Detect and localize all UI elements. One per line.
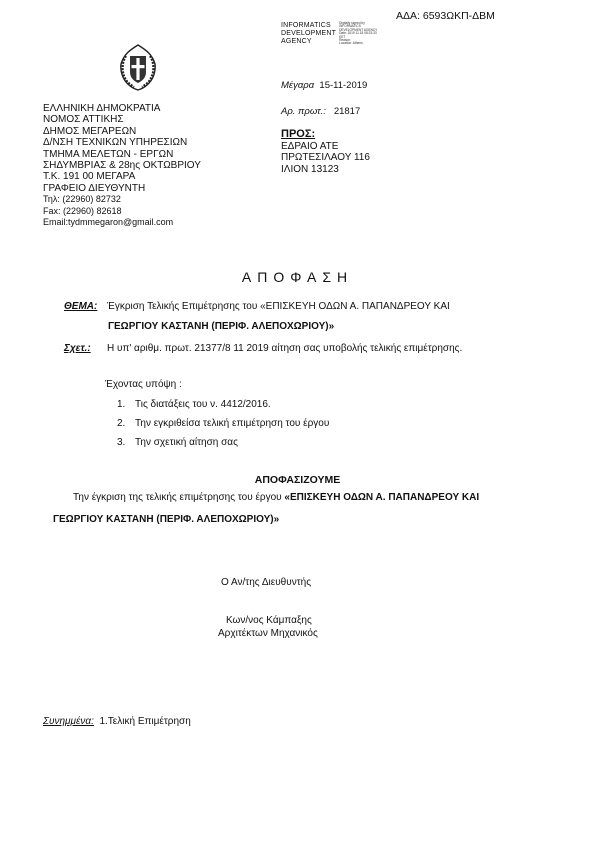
ada-code: ΑΔΑ: 6593ΩΚΠ-ΔΒΜ — [396, 10, 495, 22]
stamp-agency-line: DEVELOPMENT — [281, 30, 337, 37]
document-date — [281, 80, 367, 91]
stamp-detail-line: INFORMATICS — [339, 24, 361, 29]
stamp-detail-line: Reason: — [339, 38, 351, 43]
sender-address-line: ΝΟΜΟΣ ΑΤΤΙΚΗΣ — [43, 114, 124, 126]
considering-item — [117, 418, 329, 429]
stamp-detail-line: DEVELOPMENT AGENCY — [339, 27, 378, 32]
date-value: 15-11-2019 — [319, 80, 368, 91]
considering-item — [117, 437, 238, 448]
considering-item-number: 2. — [117, 418, 126, 429]
protocol-value: 21817 — [333, 106, 361, 117]
considering-item-number: 3. — [117, 437, 126, 448]
stamp-detail-line: Digitally signed by — [339, 21, 365, 25]
sender-address-line: ΕΛΛΗΝΙΚΗ ΔΗΜΟΚΡΑΤΙΑ — [43, 103, 161, 114]
sender-phone: Τηλ: (22960) 82732 — [43, 194, 121, 205]
decision-line-1 — [73, 492, 479, 503]
document-title: ΑΠΟΦΑΣΗ — [241, 269, 354, 285]
subject-line-2: ΓΕΩΡΓΙΟΥ ΚΑΣΤΑΝΗ (ΠΕΡΙΦ. ΑΛΕΠΟΧΩΡΙΟΥ)» — [108, 321, 335, 332]
sender-address-line: ΤΜΗΜΑ ΜΕΛΕΤΩΝ - ΕΡΓΩΝ — [43, 148, 174, 160]
recipient-address-line: ΕΔΡΑΙΟ ΑΤΕ — [281, 140, 339, 152]
sender-address-line: ΓΡΑΦΕΙΟ ΔΙΕΥΘΥΝΤΗ — [43, 182, 146, 194]
attachments-text: 1.Τελική Επιμέτρηση — [99, 716, 191, 727]
digital-signature-stamp — [281, 22, 381, 46]
recipient-address-line: ΠΡΩΤΕΣΙΛΑΟΥ 116 — [281, 152, 370, 163]
attachments-label: Συνημμένα: — [43, 716, 94, 727]
recipient-address-lines — [281, 141, 370, 176]
considering-item-text: Την εγκριθείσα τελική επιμέτρηση του έργου — [135, 418, 330, 429]
date-label: Μέγαρα — [281, 80, 315, 91]
decision-line-1-bold: «ΕΠΙΣΚΕΥΗ ΟΔΩΝ Α. ΠΑΠΑΝΔΡΕΟΥ ΚΑΙ — [284, 492, 480, 503]
stamp-agency-line: INFORMATICS — [281, 22, 331, 29]
reference-label: Σχετ.: — [64, 343, 91, 354]
sender-address-lines — [43, 103, 201, 194]
protocol-label: Αρ. πρωτ.: — [281, 106, 326, 117]
considering-item — [117, 399, 271, 410]
stamp-agency-name — [281, 22, 336, 46]
greek-coat-of-arms-icon — [117, 42, 159, 92]
stamp-detail-line: EET — [339, 34, 346, 39]
considering-item-text: Την σχετική αίτηση σας — [135, 437, 238, 448]
stamp-agency-line: AGENCY — [281, 38, 312, 45]
considering-item-text: Τις διατάξεις του ν. 4412/2016. — [135, 399, 271, 410]
subject-label: ΘΕΜΑ: — [64, 301, 98, 312]
signature-role: Ο Αν/της Διευθυντής — [221, 577, 312, 588]
recipient-address-line: ΙΛΙΟΝ 13123 — [281, 163, 339, 175]
sender-address-line: ΔΗΜΟΣ ΜΕΓΑΡΕΩΝ — [43, 125, 137, 137]
considering-intro: Έχοντας υπόψη : — [105, 379, 182, 390]
sender-block — [43, 103, 201, 228]
sender-email: Email:tydmmegaron@gmail.com — [43, 217, 174, 228]
decision-line-2: ΓΕΩΡΓΙΟΥ ΚΑΣΤΑΝΗ (ΠΕΡΙΦ. ΑΛΕΠΟΧΩΡΙΟΥ)» — [53, 514, 280, 525]
attachments — [43, 716, 191, 727]
subject-line-1: Έγκριση Τελικής Επιμέτρησης του «ΕΠΙΣΚΕΥΗ ΟΔΩΝ Α. ΠΑΠΑΝΔΡΕΟΥ ΚΑΙ — [107, 301, 450, 312]
sender-address-line: ΣΗΔΥΜΒΡΙΑΣ & 28ης ΟΚΤΩΒΡΙΟΥ — [43, 160, 201, 172]
recipient-label: ΠΡΟΣ: — [281, 128, 316, 140]
decision-line-1-plain: Την έγκριση της τελικής επιμέτρησης του έργου — [73, 492, 285, 503]
sender-address-line: Τ.Κ. 191 00 ΜΕΓΑΡΑ — [43, 171, 136, 183]
signature-name: Κων/νος Κάμπαξης — [226, 615, 312, 626]
stamp-detail-line: Date: 2019.11.18 08:23:33 — [339, 31, 377, 36]
protocol-number — [281, 106, 360, 117]
recipient-block — [281, 129, 370, 175]
stamp-detail-line: Location: Athens — [339, 41, 363, 46]
reference-text: Η υπ' αριθμ. πρωτ. 21377/8 11 2019 αίτηση σας υποβολής τελικής επιμέτρησης. — [107, 343, 463, 354]
decision-heading: ΑΠΟΦΑΣΙΖΟΥΜΕ — [254, 474, 341, 486]
signature-title: Αρχιτέκτων Μηχανικός — [218, 628, 318, 639]
sender-address-line: Δ/ΝΣΗ ΤΕΧΝΙΚΩΝ ΥΠΗΡΕΣΙΩΝ — [43, 137, 188, 149]
considering-item-number: 1. — [117, 399, 126, 410]
sender-fax: Fax: (22960) 82618 — [43, 205, 122, 216]
stamp-signature-details — [339, 22, 381, 46]
